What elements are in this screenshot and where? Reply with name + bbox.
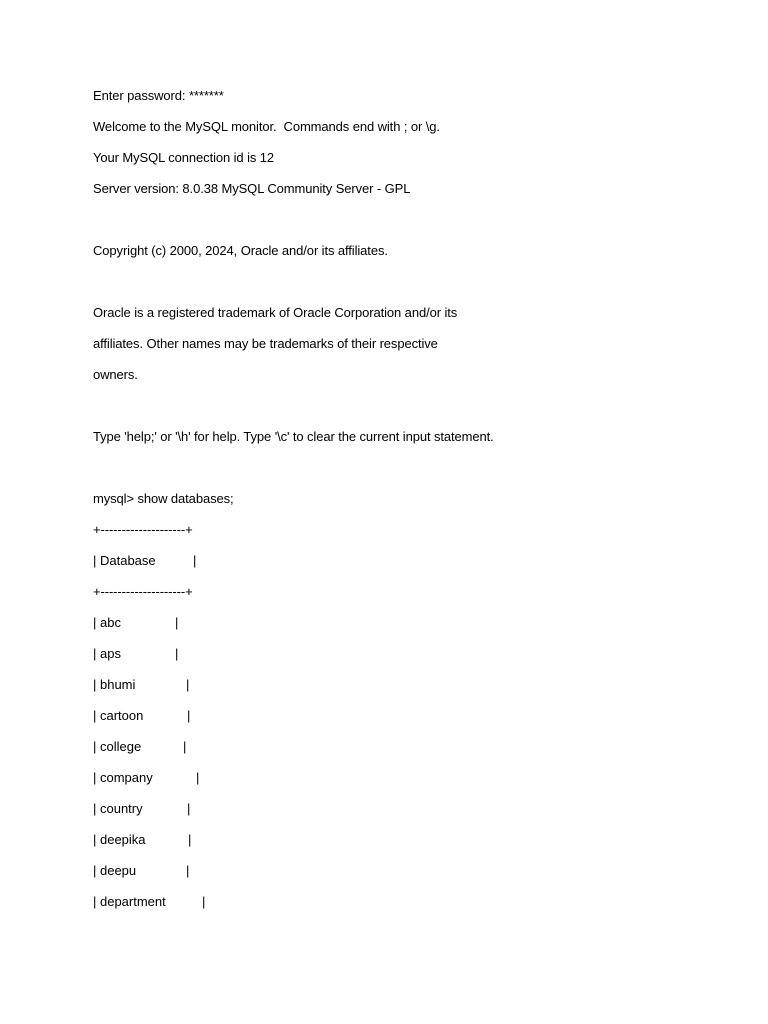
trademark-line-1: Oracle is a registered trademark of Oracle Corporation and/or its <box>93 305 458 320</box>
table-row <box>93 736 713 767</box>
table-row-pipe: | <box>186 677 190 692</box>
table-row <box>93 829 713 860</box>
table-header-separator: +--------------------+ <box>93 584 193 599</box>
table-row-pipe: | <box>175 615 179 630</box>
trademark-line-3: owners. <box>93 367 138 382</box>
help-line: Type 'help;' or '\h' for help. Type '\c' to clear the current input statement. <box>93 429 494 444</box>
table-row <box>93 705 713 736</box>
welcome-line: Welcome to the MySQL monitor. Commands end with ; or \g. <box>93 119 440 134</box>
server-version-line: Server version: 8.0.38 MySQL Community Server - GPL <box>93 181 411 196</box>
table-row-pipe: | <box>186 863 190 878</box>
command-line: mysql> show databases; <box>93 491 234 506</box>
table-header-pipe: | <box>193 553 197 568</box>
table-row-pipe: | <box>183 739 187 754</box>
table-row-label: | company <box>93 770 153 785</box>
table-row <box>93 612 713 643</box>
table-row-label: | aps <box>93 646 121 661</box>
table-row-pipe: | <box>187 708 191 723</box>
table-row-label: | department <box>93 894 166 909</box>
table-row <box>93 643 713 674</box>
table-row-label: | country <box>93 801 143 816</box>
table-row-pipe: | <box>188 832 192 847</box>
copyright-line: Copyright (c) 2000, 2024, Oracle and/or its affiliates. <box>93 243 388 258</box>
connection-id-line: Your MySQL connection id is 12 <box>93 150 275 165</box>
table-row-label: | deepu <box>93 863 137 878</box>
table-row-pipe: | <box>175 646 179 661</box>
table-row-pipe: | <box>187 801 191 816</box>
table-row-label: | deepika <box>93 832 146 847</box>
table-row <box>93 767 713 798</box>
terminal-transcript <box>93 85 713 922</box>
blank-line <box>93 395 713 426</box>
table-row <box>93 798 713 829</box>
table-row <box>93 674 713 705</box>
table-row-pipe: | <box>196 770 200 785</box>
table-header-label: | Database <box>93 553 156 568</box>
table-row <box>93 860 713 891</box>
table-header <box>93 550 713 581</box>
table-row-label: | cartoon <box>93 708 144 723</box>
blank-line <box>93 457 713 488</box>
table-row-pipe: | <box>202 894 206 909</box>
trademark-line-2: affiliates. Other names may be trademarks of their respective <box>93 336 438 351</box>
table-row-label: | bhumi <box>93 677 136 692</box>
table-row-label: | abc <box>93 615 121 630</box>
password-line: Enter password: ******* <box>93 88 224 103</box>
blank-line <box>93 209 713 240</box>
table-top-border: +--------------------+ <box>93 522 193 537</box>
table-row-label: | college <box>93 739 142 754</box>
table-row <box>93 891 713 922</box>
blank-line <box>93 271 713 302</box>
